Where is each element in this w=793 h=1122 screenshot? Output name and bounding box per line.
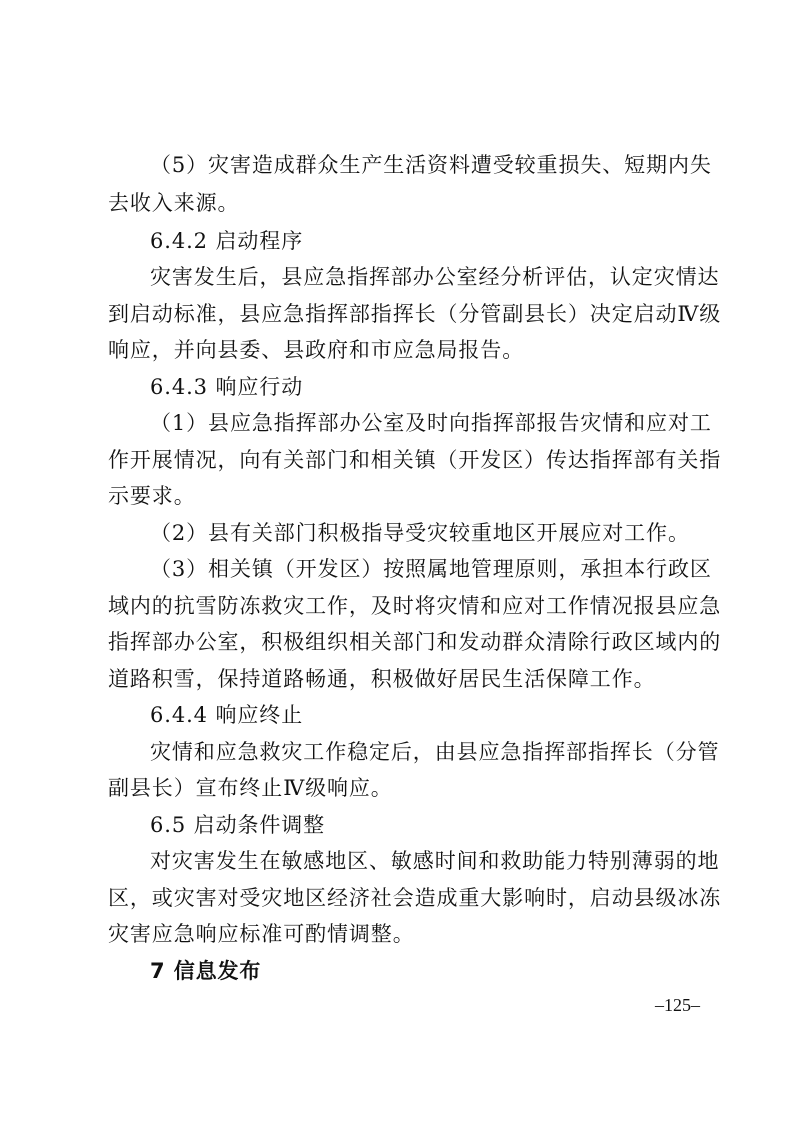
section-heading: 6.4.3 响应行动 bbox=[150, 375, 304, 399]
section-heading: 6.4.2 启动程序 bbox=[150, 229, 304, 253]
page-number: –125– bbox=[655, 995, 700, 1015]
paragraph-line: 灾害应急响应标准可酌情调整。 bbox=[108, 922, 415, 946]
paragraph-line: 对灾害发生在敏感地区、敏感时间和救助能力特别薄弱的地 bbox=[150, 849, 720, 873]
paragraph-line: 去收入来源。 bbox=[108, 191, 240, 215]
paragraph-line: 到启动标准，县应急指挥部指挥长（分管副县长）决定启动Ⅳ级 bbox=[108, 302, 722, 326]
section-heading: 6.5 启动条件调整 bbox=[150, 813, 326, 837]
paragraph-line: 响应，并向县委、县政府和市应急局报告。 bbox=[108, 338, 525, 362]
paragraph-line: 灾情和应急救灾工作稳定后，由县应急指挥部指挥长（分管 bbox=[150, 740, 720, 764]
paragraph-line: 区，或灾害对受灾地区经济社会造成重大影响时，启动县级冰冻 bbox=[108, 886, 722, 910]
paragraph-line: （2）县有关部门积极指导受灾较重地区开展应对工作。 bbox=[150, 521, 690, 545]
chapter-heading: 7 信息发布 bbox=[150, 959, 262, 983]
paragraph-line: 示要求。 bbox=[108, 484, 196, 508]
paragraph-line: （5）灾害造成群众生产生活资料遭受较重损失、短期内失 bbox=[150, 153, 712, 177]
paragraph-line: 灾害发生后，县应急指挥部办公室经分析评估，认定灾情达 bbox=[150, 265, 720, 289]
paragraph-line: 域内的抗雪防冻救灾工作，及时将灾情和应对工作情况报县应急 bbox=[108, 594, 722, 618]
paragraph-line: （1）县应急指挥部办公室及时向指挥部报告灾情和应对工 bbox=[150, 411, 712, 435]
paragraph-line: 作开展情况，向有关部门和相关镇（开发区）传达指挥部有关指 bbox=[108, 448, 722, 472]
paragraph-line: 副县长）宣布终止Ⅳ级响应。 bbox=[108, 776, 393, 800]
section-heading: 6.4.4 响应终止 bbox=[150, 703, 304, 727]
paragraph-line: 指挥部办公室，积极组织相关部门和发动群众清除行政区域内的 bbox=[108, 630, 722, 654]
paragraph-line: 道路积雪，保持道路畅通，积极做好居民生活保障工作。 bbox=[108, 667, 656, 691]
paragraph-line: （3）相关镇（开发区）按照属地管理原则，承担本行政区 bbox=[150, 557, 712, 581]
